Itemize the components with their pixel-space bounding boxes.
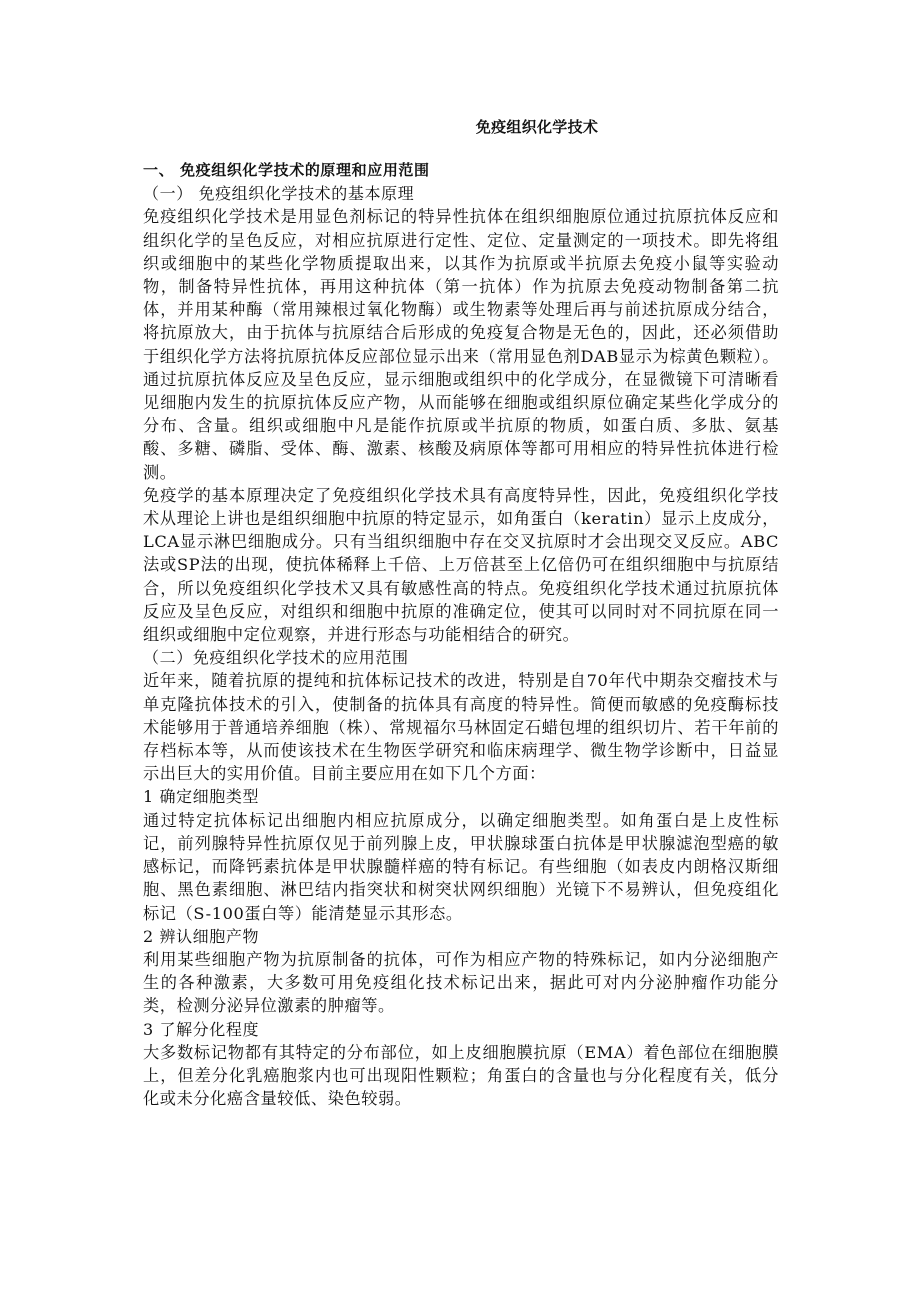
list-item-heading: 3 了解分化程度 bbox=[143, 1019, 260, 1039]
subsection-heading: （一） 免疫组织化学技术的基本原理 bbox=[143, 184, 415, 204]
paragraph: 近年来，随着抗原的提纯和抗体标记技术的改进，特别是自70年代中期杂交瘤技术与单克隆抗体技术的引入，使制备的抗体具有高度的特异性。简便而敏感的免疫酶标技术能够用于普通培养细胞（株）、常规福尔马林固定石蜡包埋的组织切片、若干年前的存档标本等，从而使该技术在生物医学研究和临床病理学、微生物学诊断中，日益显示出巨大的实用价值。目前主要应用在如下几个方面： bbox=[143, 671, 779, 784]
document-body bbox=[143, 159, 779, 1110]
paragraph: 通过特定抗体标记出细胞内相应抗原成分，以确定细胞类型。如角蛋白是上皮性标记，前列腺特异性抗原仅见于前列腺上皮，甲状腺球蛋白抗体是甲状腺滤泡型癌的敏感标记，而降钙素抗体是甲状腺髓样癌的特有标记。有些细胞（如表皮内朗格汉斯细胞、黑色素细胞、淋巴结内指突状和树突状网织细胞）光镜下不易辨认，但免疫组化标记（S-100蛋白等）能清楚显示其形态。 bbox=[143, 810, 779, 923]
document-title: 免疫组织化学技术 bbox=[475, 118, 599, 136]
paragraph: 大多数标记物都有其特定的分布部位，如上皮细胞膜抗原（EMA）着色部位在细胞膜上，但差分化乳癌胞浆内也可出现阳性颗粒；角蛋白的含量也与分化程度有关，低分化或未分化癌含量较低、染色较弱。 bbox=[143, 1042, 779, 1109]
subsection-heading: （二）免疫组织化学技术的应用范围 bbox=[143, 648, 409, 668]
paragraph: 利用某些细胞产物为抗原制备的抗体，可作为相应产物的特殊标记，如内分泌细胞产生的各种激素，大多数可用免疫组化技术标记出来，据此可对内分泌肿瘤作功能分类，检测分泌异位激素的肿瘤等。 bbox=[143, 949, 779, 1016]
list-item-heading: 2 辨认细胞产物 bbox=[143, 926, 260, 946]
paragraph: 免疫学的基本原理决定了免疫组织化学技术具有高度特异性，因此，免疫组织化学技术从理论上讲也是组织细胞中抗原的特定显示，如角蛋白（keratin）显示上皮成分，LCA显示淋巴细胞成分。只有当组织细胞中存在交叉抗原时才会出现交叉反应。ABC法或SP法的出现，使抗体稀释上千倍、上万倍甚至上亿倍仍可在组织细胞中与抗原结合，所以免疫组织化学技术又具有敏感性高的特点。免疫组织化学技术通过抗原抗体反应及呈色反应，对组织和细胞中抗原的准确定位，使其可以同时对不同抗原在同一组织或细胞中定位观察，并进行形态与功能相结合的研究。 bbox=[143, 485, 779, 645]
paragraph: 免疫组织化学技术是用显色剂标记的特异性抗体在组织细胞原位通过抗原抗体反应和组织化学的呈色反应，对相应抗原进行定性、定位、定量测定的一项技术。即先将组织或细胞中的某些化学物质提取出来，以其作为抗原或半抗原去免疫小鼠等实验动物，制备特异性抗体，再用这种抗体（第一抗体）作为抗原去免疫动物制备第二抗体，并用某种酶（常用辣根过氧化物酶）或生物素等处理后再与前述抗原成分结合，将抗原放大，由于抗体与抗原结合后形成的免疫复合物是无色的，因此，还必须借助于组织化学方法将抗原抗体反应部位显示出来（常用显色剂DAB显示为棕黄色颗粒）。通过抗原抗体反应及呈色反应，显示细胞或组织中的化学成分，在显微镜下可清晰看见细胞内发生的抗原抗体反应产物，从而能够在细胞或组织原位确定某些化学成分的分布、含量。组织或细胞中凡是能作抗原或半抗原的物质，如蛋白质、多肽、氨基酸、多糖、磷脂、受体、酶、激素、核酸及病原体等都可用相应的特异性抗体进行检测。 bbox=[143, 207, 779, 482]
list-item-heading: 1 确定细胞类型 bbox=[143, 787, 260, 807]
section-heading: 一、 免疫组织化学技术的原理和应用范围 bbox=[143, 161, 430, 179]
